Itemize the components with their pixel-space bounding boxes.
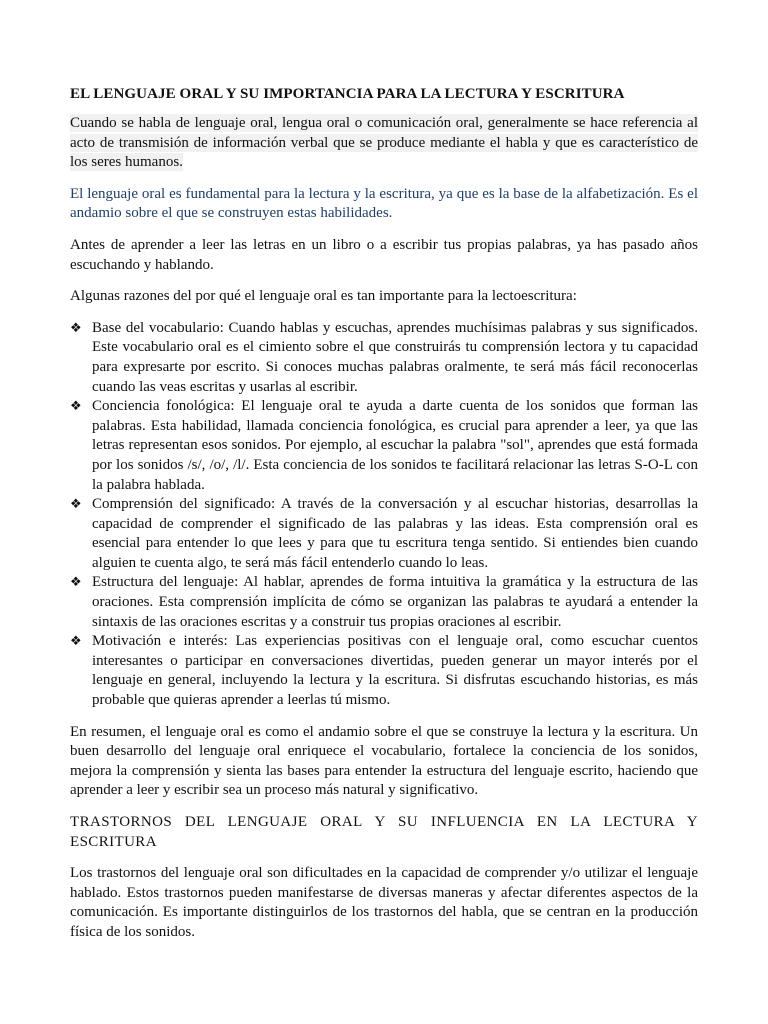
reasons-list xyxy=(70,319,698,711)
document-title: EL LENGUAJE ORAL Y SU IMPORTANCIA PARA LA LECTURA Y ESCRITURA xyxy=(70,86,625,102)
reason-item-motivation xyxy=(70,632,698,710)
diamond-bullet-icon: ❖ xyxy=(70,575,82,591)
reason-item-phonological xyxy=(70,397,698,495)
reason-item-comprehension xyxy=(70,495,698,573)
reason-item-structure xyxy=(70,573,698,632)
reason-text: Base del vocabulario: Cuando hablas y escuchas, aprendes muchísimas palabras y sus significados. Este vocabulario oral es el cimiento sobre el que construirás tu comprensión lectora y tu capacidad para expresarte por escrito. Si conoces muchas palabras oralmente, te será más fácil reconocerlas cuando las veas escritas y usarlas al escribir. xyxy=(92,319,698,395)
reason-text: Conciencia fonológica: El lenguaje oral te ayuda a darte cuenta de los sonidos que forman las palabras. Esta habilidad, llamada conciencia fonológica, es crucial para aprender a leer, ya que las letras representan esos sonidos. Por ejemplo, al escuchar la palabra "sol", aprendes que está formada por los sonidos /s/, /o/, /l/. Esta conciencia de los sonidos te facilitará relacionar las letras S-O-L con la palabra hablada. xyxy=(92,398,698,493)
diamond-bullet-icon: ❖ xyxy=(70,634,82,650)
reason-text: Motivación e interés: Las experiencias positivas con el lenguaje oral, como escuchar cuentos interesantes o participar en conversaciones divertidas, pueden generar un mayor interés por el lenguaje en general, incluyendo la lectura y la escritura. Si disfrutas escuchando historias, es más probable que quieras aprender a leerlas tú mismo. xyxy=(92,633,698,709)
fundamental-paragraph: El lenguaje oral es fundamental para la lectura y la escritura, ya que es la base de la alfabetización. Es el andamio sobre el que se construyen estas habilidades. xyxy=(70,185,698,222)
intro-highlighted-text: Cuando se habla de lenguaje oral, lengua oral o comunicación oral, generalmente se hace referencia al acto de transmisión de información verbal que se produce mediante el habla y que es característico de los seres humanos. xyxy=(70,115,698,171)
reason-text: Estructura del lenguaje: Al hablar, aprendes de forma intuitiva la gramática y la estructura de las oraciones. Esta comprensión implícita de cómo se organizan las palabras te ayudará a entender la sintaxis de las oraciones escritas y a construir tus propias oraciones al escribir. xyxy=(92,574,698,630)
diamond-bullet-icon: ❖ xyxy=(70,497,82,513)
reason-text: Comprensión del significado: A través de la conversación y al escuchar historias, desarrollas la capacidad de comprender el significado de las palabras y las ideas. Esta comprensión oral es esencial para entender lo que lees y para que tu escritura tenga sentido. Si entiendes bien cuando alguien te cuenta algo, te será más fácil entenderlo cuando lo leas. xyxy=(92,496,698,571)
summary-paragraph: En resumen, el lenguaje oral es como el andamio sobre el que se construye la lectura y la escritura. Un buen desarrollo del lenguaje oral enriquece el vocabulario, fortalece la conciencia de los sonidos, mejora la comprensión y sienta las bases para entender la estructura del lenguaje escrito, haciendo que aprender a leer y escribir sea un proceso más natural y significativo. xyxy=(70,723,698,799)
section2-heading: TRASTORNOS DEL LENGUAJE ORAL Y SU INFLUENCIA EN LA LECTURA Y ESCRITURA xyxy=(70,814,698,850)
diamond-bullet-icon: ❖ xyxy=(70,399,82,415)
before-paragraph: Antes de aprender a leer las letras en un libro o a escribir tus propias palabras, ya has pasado años escuchando y hablando. xyxy=(70,236,698,273)
diamond-bullet-icon: ❖ xyxy=(70,320,82,336)
section2-paragraph: Los trastornos del lenguaje oral son dificultades en la capacidad de comprender y/o utilizar el lenguaje hablado. Estos trastornos pueden manifestarse de diversas maneras y afectar diferentes aspectos de la comunicación. Es importante distinguirlos de los trastornos del habla, que se centran en la producción física de los sonidos. xyxy=(70,865,698,940)
reason-item-vocabulary xyxy=(70,319,698,397)
intro-paragraph xyxy=(70,114,698,173)
reasons-intro-paragraph: Algunas razones del por qué el lenguaje oral es tan importante para la lectoescritura: xyxy=(70,288,577,305)
